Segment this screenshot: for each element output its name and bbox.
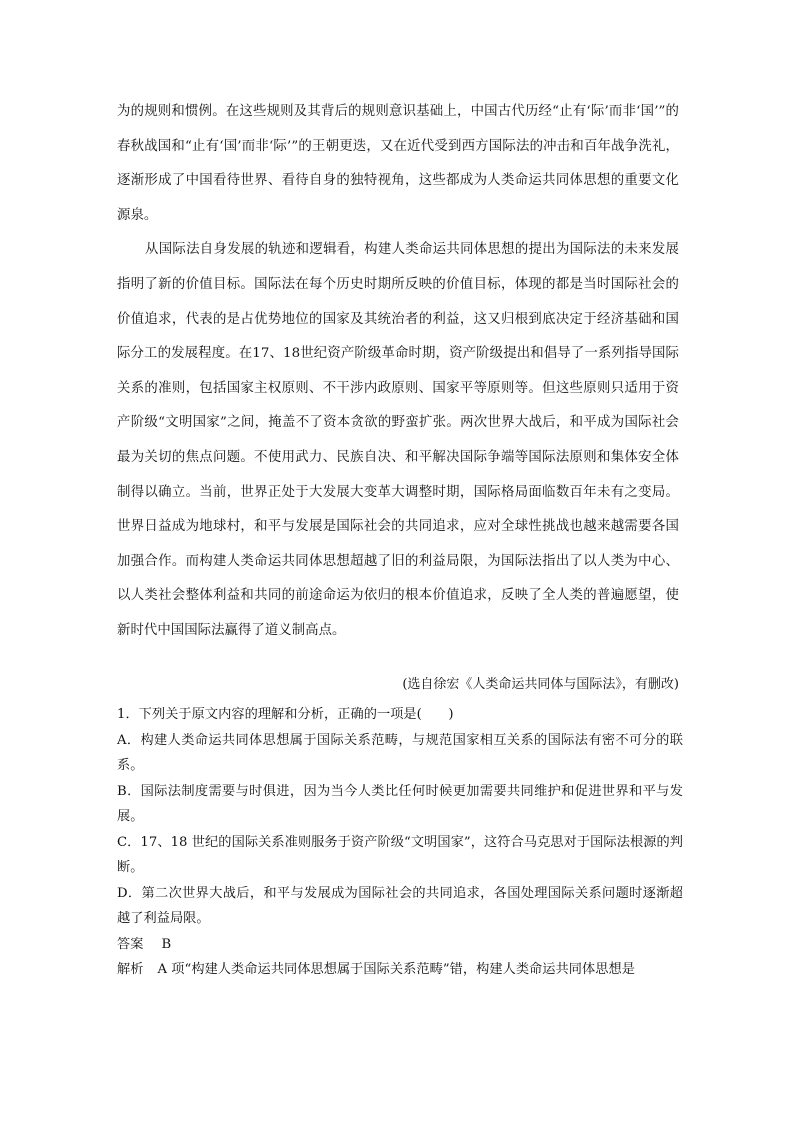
option-d: D．第二次世界大战后，和平与发展成为国际社会的共同追求，各国处理国际关系问题时逐渐超越了利益局限。 bbox=[117, 885, 683, 926]
passage-paragraph-1: 为的规则和惯例。在这些规则及其背后的规则意识基础上，中国古代历经“止有‘际’而非‘国’”的春秋战国和“止有‘国’而非‘际’”的王朝更迭，又在近代受到西方国际法的冲击和百年战争洗礼，逐渐形成了中国看待世界、看待自身的独特视角，这些都成为人类命运共同体思想的重要文化源泉。 bbox=[117, 104, 679, 223]
option-b: B．国际法制度需要与时俱进，因为当今人类比任何时候更加需要共同维护和促进世界和平与发展。 bbox=[117, 783, 683, 824]
option-a: A．构建人类命运共同体思想属于国际关系范畴，与规范国家相互关系的国际法有密不可分的联系。 bbox=[117, 732, 683, 773]
passage bbox=[117, 95, 679, 649]
answer-label: 答案 bbox=[117, 936, 144, 952]
analysis-text: A 项“构建人类命运共同体思想属于国际关系范畴”错，构建人类命运共同体思想是 bbox=[157, 962, 635, 977]
answer-line bbox=[117, 932, 683, 958]
answer-value: B bbox=[161, 936, 172, 952]
question-stem: 1．下列关于原文内容的理解和分析，正确的一项是( ) bbox=[117, 707, 454, 722]
option-c: C．17、18 世纪的国际关系准则服务于资产阶级“文明国家”，这符合马克思对于国际法根源的判断。 bbox=[117, 834, 683, 875]
source-citation: (选自徐宏《人类命运共同体与国际法》，有删改) bbox=[402, 677, 679, 692]
question-section bbox=[117, 702, 683, 983]
analysis-line bbox=[117, 957, 683, 983]
analysis-label: 解析 bbox=[117, 962, 144, 977]
passage-paragraph-2: 从国际法自身发展的轨迹和逻辑看，构建人类命运共同体思想的提出为国际法的未来发展指明了新的价值目标。国际法在每个历史时期所反映的价值目标，体现的都是当时国际社会的价值追求，代表的是占优势地位的国家及其统治者的利益，这又归根到底决定于经济基础和国际分工的发展程度。在17、18世纪资产阶级革命时期，资产阶级提出和倡导了一系列指导国际关系的准则，包括国家主权原则、不干涉内政原则、国家平等原则等。但这些原则只适用于资产阶级“文明国家”之间，掩盖不了资本贪欲的野蛮扩张。两次世界大战后，和平成为国际社会最为关切的焦点问题。不使用武力、民族自决、和平解决国际争端等国际法原则和集体安全体制得以确立。当前，世界正处于大发展大变革大调整时期，国际格局面临数百年未有之变局。世界日益成为地球村，和平与发展是国际社会的共同追求，应对全球性挑战也越来越需要各国加强合作。而构建人类命运共同体思想超越了旧的利益局限，为国际法指出了以人类为中心、以人类社会整体利益和共同的前途命运为依归的根本价值追求，反映了全人类的普遍愿望，使新时代中国国际法赢得了道义制高点。 bbox=[117, 242, 679, 638]
